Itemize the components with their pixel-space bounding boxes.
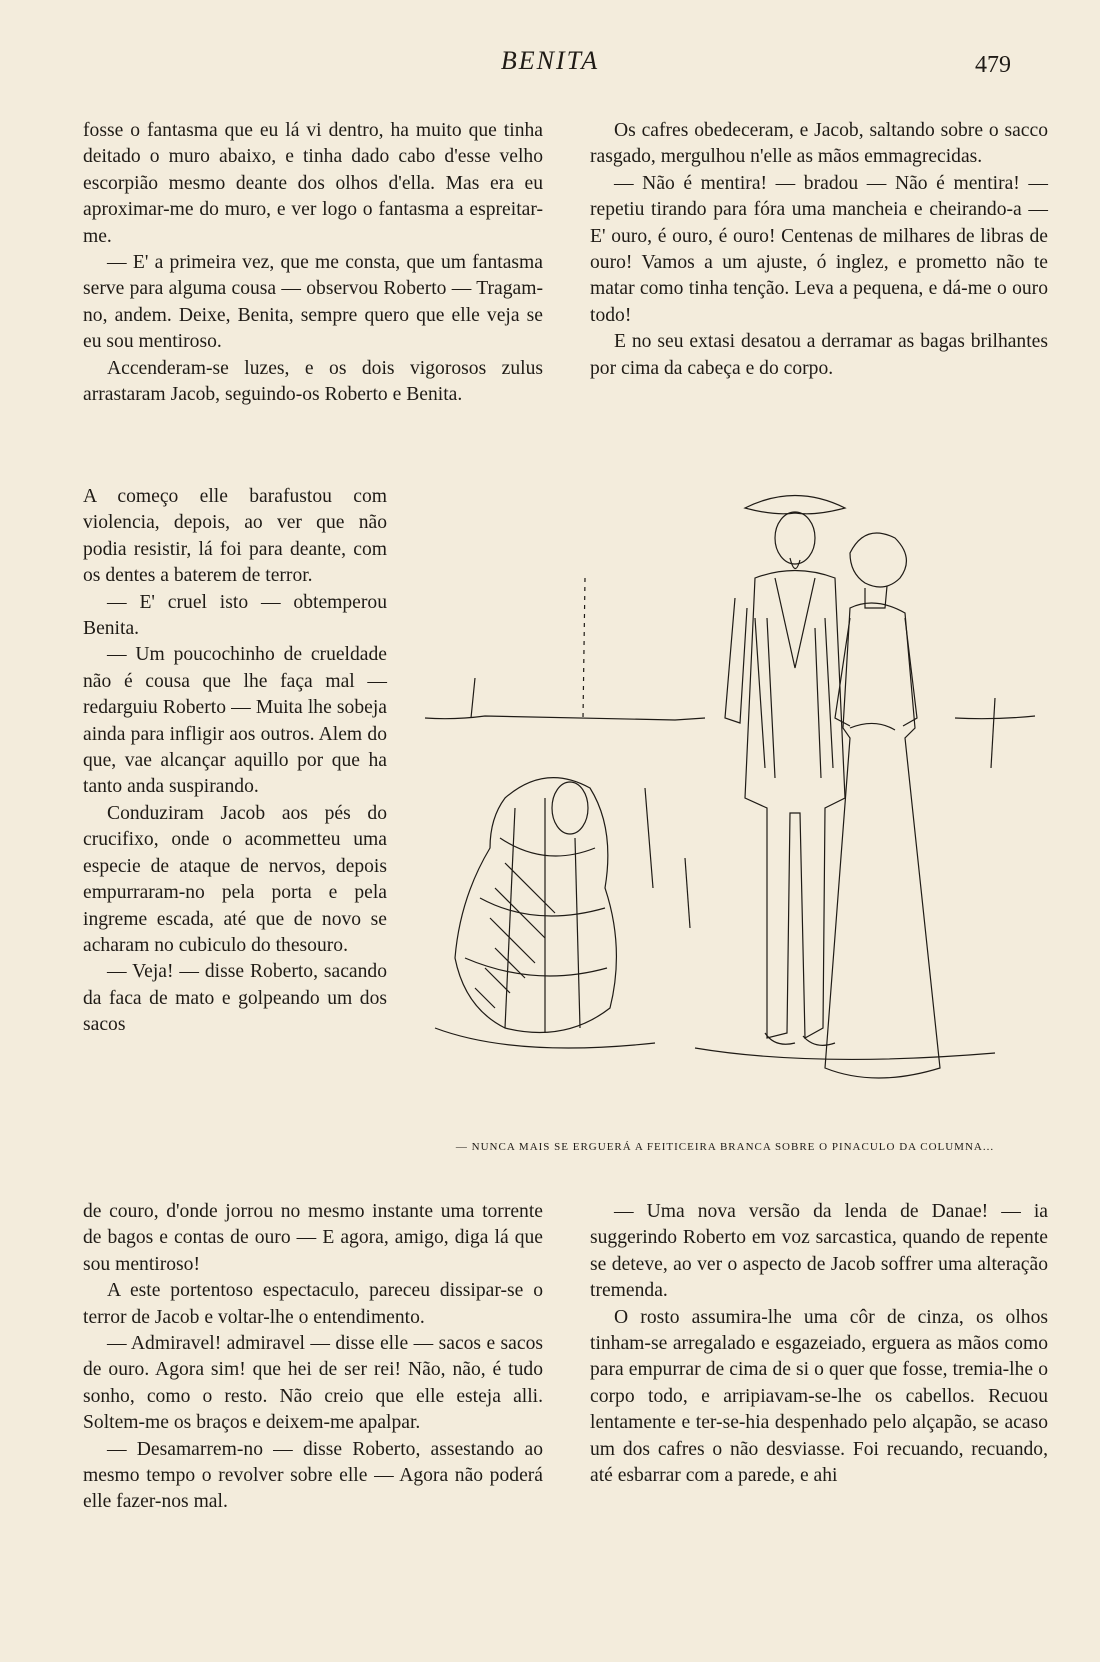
paragraph: — Desamarrem-no — disse Roberto, assestando ao mesmo tempo o revolver sobre elle — Agora não poderá elle fazer-nos mal.: [83, 1438, 543, 1513]
page-number: 479: [975, 52, 1011, 78]
paragraph: — Não é mentira! — bradou — Não é mentira! — repetiu tirando para fóra uma mancheia e cheirando-a — E' ouro, é ouro, é ouro! Centenas de milhares de libras de ouro! Vamos a um ajuste, ó inglez, e prometto não te matar como tinha tenção. Leva a pequena, e dá-me o ouro todo!: [590, 172, 1048, 326]
paragraph: Accenderam-se luzes, e os dois vigorosos zulus arrastaram Jacob, seguindo-os Roberto e Benita.: [83, 357, 543, 406]
left-column-top: [83, 118, 543, 408]
paragraph: — Veja! — disse Roberto, sacando da faca de mato e golpeando um dos sacos: [83, 961, 387, 1036]
paragraph: fosse o fantasma que eu lá vi dentro, ha muito que tinha deitado o muro abaixo, e tinha dado cabo d'esse velho escorpião mesmo deante dos olhos d'ella. Mas era eu aproximar-me do muro, e ver logo o fantasma a espreitar-me.: [83, 120, 543, 247]
paragraph: — Admiravel! admiravel — disse elle — sacos e sacos de ouro. Agora sim! que hei de ser rei! Não, não, é tudo sonho, como o resto. Não creio que elle esteja alli. Soltem-me os braços e deixem-me apalpar.: [83, 1333, 543, 1434]
paragraph: Conduziram Jacob aos pés do crucifixo, onde o acommetteu uma especie de ataque de nervos, depois empurraram-no pela porta e pela ingreme escada, até que de novo se acharam no cubiculo do thesouro.: [83, 802, 387, 956]
left-column-bottom: [83, 1199, 543, 1516]
paragraph: de couro, d'onde jorrou no mesmo instante uma torrente de bagos e contas de ouro — E agora, amigo, diga lá que sou mentiroso!: [83, 1201, 543, 1275]
paragraph: E no seu extasi desatou a derramar as bagas brilhantes por cima da cabeça e do corpo.: [590, 331, 1048, 379]
paragraph: — Um poucochinho de crueldade não é cousa que lhe faça mal — redarguiu Roberto — Muita lhe sobeja ainda para infligir aos outros. Alem do que, vae alcançar aquillo por que ha tanto anda suspirando.: [83, 644, 387, 798]
paragraph: — E' cruel isto — obtemperou Benita.: [83, 591, 387, 640]
right-column-bottom: [590, 1199, 1048, 1489]
paragraph: A este portentoso espectaculo, pareceu dissipar-se o terror de Jacob e voltar-lhe o entendimento.: [83, 1280, 543, 1328]
paragraph: O rosto assumira-lhe uma côr de cinza, os olhos tinham-se arregalado e esgazeiado, erguera as mãos como para empurrar de cima de si o quer que fosse, tremia-lhe o corpo todo, e arripiavam-se-lhe os cabellos. Recuou lentamente e ter-se-hia despenhado pelo alçapão, se acaso um dos cafres o não desviasse. Foi recuando, recuando, até esbarrar com a parede, e ahi: [590, 1306, 1048, 1487]
paragraph: — Uma nova versão da lenda de Danae! — ia suggerindo Roberto em voz sarcastica, quando de repente se deteve, ao ver o aspecto de Jacob soffrer uma alteração tremenda.: [590, 1201, 1048, 1302]
right-column-top: [590, 118, 1048, 382]
left-column-beside-illustration: [83, 484, 387, 1039]
engraving-illustration: [395, 468, 1055, 1128]
paragraph: A começo elle barafustou com violencia, depois, ao ver que não podia resistir, lá foi para deante, com os dentes a baterem de terror.: [83, 486, 387, 587]
paragraph: Os cafres obedeceram, e Jacob, saltando sobre o sacco rasgado, mergulhou n'elle as mãos emmagrecidas.: [590, 120, 1048, 168]
illustration-caption: — NUNCA MAIS SE ERGUERÁ A FEITICEIRA BRANCA SOBRE O PINACULO DA COLUMNA...: [455, 1141, 995, 1153]
paragraph: — E' a primeira vez, que me consta, que um fantasma serve para alguma cousa — observou Roberto — Tragam-no, andem. Deixe, Benita, sempre quero que elle veja se eu sou mentiroso.: [83, 252, 543, 353]
running-header-title: BENITA: [500, 46, 600, 75]
